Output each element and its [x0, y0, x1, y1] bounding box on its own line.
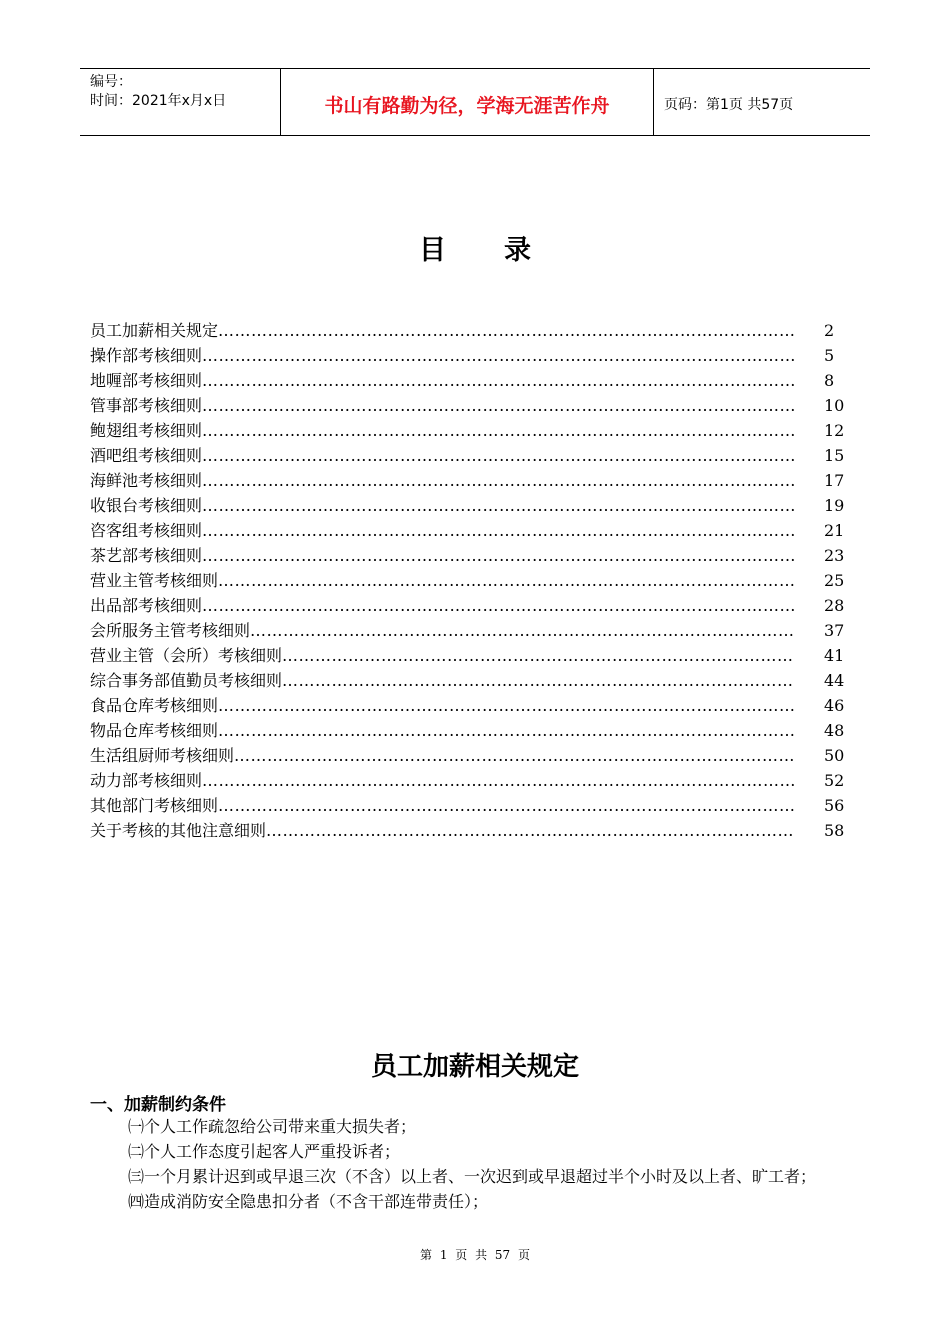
toc-entry-page: 8	[824, 371, 835, 390]
toc-entry-page: 41	[824, 646, 845, 665]
toc-entry-label: 食品仓库考核细则	[90, 696, 219, 715]
toc-entry[interactable]	[90, 368, 850, 393]
toc-entry-label: 咨客组考核细则	[90, 521, 203, 540]
section-title: 员工加薪相关规定	[370, 1052, 579, 1082]
toc-leader	[202, 368, 794, 393]
toc-leader	[218, 718, 794, 743]
toc-entry[interactable]	[90, 543, 850, 568]
toc-entry[interactable]	[90, 643, 850, 668]
toc-leader	[202, 768, 794, 793]
toc-entry-page: 17	[824, 471, 845, 490]
toc-leader	[202, 393, 794, 418]
toc-entry-label: 营业主管考核细则	[90, 571, 219, 590]
toc-entry-page: 56	[824, 796, 845, 815]
toc-entry-label: 出品部考核细则	[90, 596, 203, 615]
page-header	[80, 68, 870, 136]
toc-entry-page: 44	[824, 671, 845, 690]
toc-list	[90, 318, 850, 843]
toc-leader	[218, 568, 794, 593]
toc-entry[interactable]	[90, 818, 850, 843]
toc-entry[interactable]	[90, 793, 850, 818]
toc-entry-label: 收银台考核细则	[90, 496, 203, 515]
toc-leader	[234, 743, 794, 768]
toc-entry-page: 28	[824, 596, 845, 615]
toc-entry[interactable]	[90, 693, 850, 718]
toc-leader	[202, 593, 794, 618]
toc-leader	[202, 443, 794, 468]
toc-entry-page: 48	[824, 721, 845, 740]
toc-entry[interactable]	[90, 468, 850, 493]
toc-entry[interactable]	[90, 618, 850, 643]
toc-leader	[202, 418, 794, 443]
toc-entry-page: 2	[824, 321, 835, 340]
toc-leader	[202, 493, 794, 518]
time-label: 时间：2021年x月x日	[90, 93, 227, 109]
toc-leader	[202, 543, 794, 568]
toc-leader	[282, 668, 794, 693]
page-footer: 第 1 页 共 57 页	[420, 1248, 530, 1262]
toc-entry-label: 管事部考核细则	[90, 396, 203, 415]
header-meta	[80, 69, 281, 135]
toc-entry-label: 地喱部考核细则	[90, 371, 203, 390]
toc-entry-label: 会所服务主管考核细则	[90, 621, 251, 640]
toc-entry[interactable]	[90, 418, 850, 443]
toc-entry[interactable]	[90, 393, 850, 418]
toc-entry-page: 52	[824, 771, 845, 790]
header-page-info: 页码：第1页 共57页	[664, 97, 794, 113]
toc-entry[interactable]	[90, 768, 850, 793]
toc-entry-label: 鲍翅组考核细则	[90, 421, 203, 440]
toc-entry-label: 员工加薪相关规定	[90, 321, 219, 340]
toc-entry-label: 生活组厨师考核细则	[90, 746, 235, 765]
toc-entry-label: 物品仓库考核细则	[90, 721, 219, 740]
toc-entry-label: 动力部考核细则	[90, 771, 203, 790]
toc-entry-page: 15	[824, 446, 845, 465]
toc-entry[interactable]	[90, 743, 850, 768]
toc-leader	[218, 793, 794, 818]
toc-leader	[202, 468, 794, 493]
toc-entry-label: 茶艺部考核细则	[90, 546, 203, 565]
toc-title: 目录	[419, 235, 589, 266]
toc-entry[interactable]	[90, 668, 850, 693]
toc-entry-label: 营业主管（会所）考核细则	[90, 646, 283, 665]
toc-entry-page: 37	[824, 621, 845, 640]
clause-list	[90, 1114, 880, 1214]
number-label: 编号：	[90, 74, 132, 90]
clause-item: ㈠个人工作疏忽给公司带来重大损失者；	[128, 1117, 417, 1136]
toc-entry-page: 46	[824, 696, 845, 715]
toc-entry[interactable]	[90, 568, 850, 593]
toc-entry-page: 19	[824, 496, 845, 515]
header-motto: 书山有路勤为径，学海无涯苦作舟	[281, 69, 654, 135]
toc-leader	[218, 318, 794, 343]
toc-entry[interactable]	[90, 593, 850, 618]
toc-entry-page: 5	[824, 346, 835, 365]
toc-entry-page: 21	[824, 521, 845, 540]
clause-item: ㈣造成消防安全隐患扣分者（不含干部连带责任）；	[128, 1192, 489, 1211]
toc-entry-page: 25	[824, 571, 845, 590]
toc-entry-page: 10	[824, 396, 845, 415]
section-subheading: 一、加薪制约条件	[90, 1095, 226, 1115]
toc-leader	[282, 643, 794, 668]
toc-entry[interactable]	[90, 718, 850, 743]
toc-leader	[266, 818, 794, 843]
toc-entry-label: 关于考核的其他注意细则	[90, 821, 267, 840]
toc-entry[interactable]	[90, 343, 850, 368]
toc-leader	[250, 618, 794, 643]
toc-entry-page: 50	[824, 746, 845, 765]
toc-entry-page: 58	[824, 821, 845, 840]
toc-leader	[218, 693, 794, 718]
toc-entry-label: 酒吧组考核细则	[90, 446, 203, 465]
toc-entry-label: 综合事务部值勤员考核细则	[90, 671, 283, 690]
toc-entry-label: 其他部门考核细则	[90, 796, 219, 815]
toc-entry[interactable]	[90, 518, 850, 543]
toc-leader	[202, 518, 794, 543]
toc-entry-label: 操作部考核细则	[90, 346, 203, 365]
clause-item: ㈡个人工作态度引起客人严重投诉者；	[128, 1142, 401, 1161]
toc-entry-page: 12	[824, 421, 845, 440]
toc-entry-page: 23	[824, 546, 845, 565]
toc-entry[interactable]	[90, 493, 850, 518]
toc-leader	[202, 343, 794, 368]
toc-entry[interactable]	[90, 318, 850, 343]
toc-entry[interactable]	[90, 443, 850, 468]
clause-item: ㈢一个月累计迟到或早退三次（不含）以上者、一次迟到或早退超过半个小时及以上者、旷工者；	[128, 1167, 817, 1186]
toc-entry-label: 海鲜池考核细则	[90, 471, 203, 490]
